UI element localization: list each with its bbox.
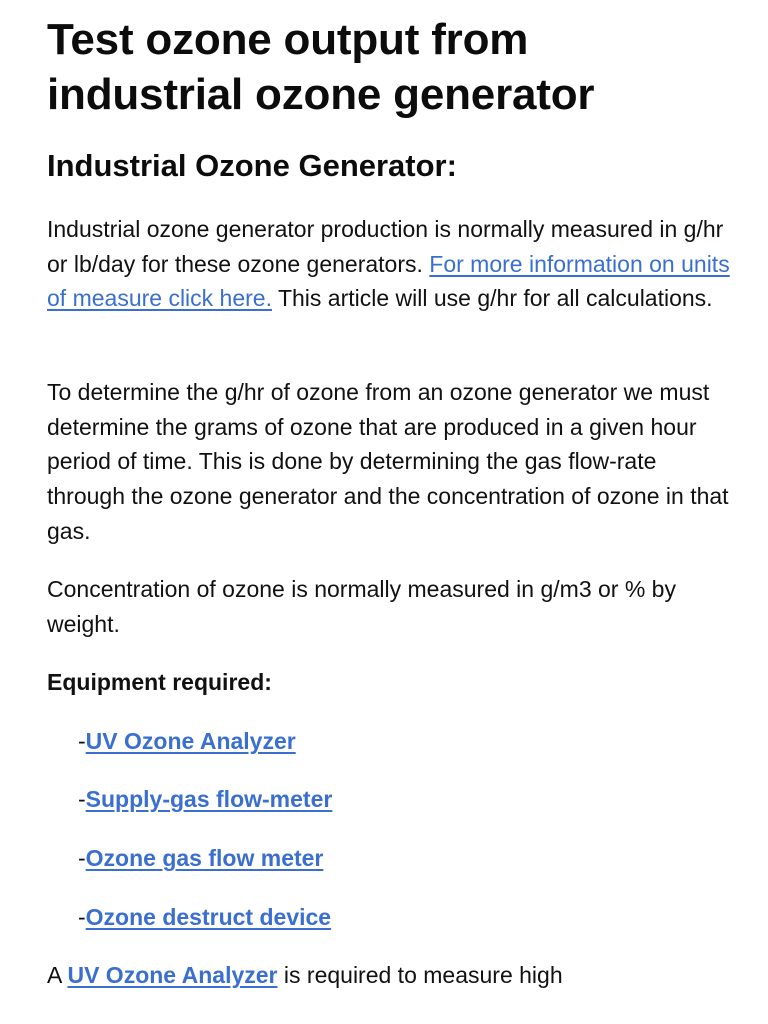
paragraph-text: Industrial ozone generator production is normally measured in g/hr or lb/day for these ozone generators. bbox=[47, 216, 724, 277]
supply-gas-flow-meter-link[interactable]: Supply-gas flow-meter bbox=[85, 786, 333, 812]
paragraph-text: A bbox=[47, 962, 68, 988]
list-dash: - bbox=[78, 845, 86, 871]
units-of-measure-link[interactable]: For more information on units of measure click here. bbox=[47, 250, 730, 312]
paragraph-units bbox=[47, 212, 737, 316]
list-dash: - bbox=[78, 728, 86, 754]
uv-ozone-analyzer-link[interactable]: UV Ozone Analyzer bbox=[85, 728, 296, 754]
list-dash: - bbox=[78, 904, 86, 930]
equipment-heading: Equipment required: bbox=[47, 669, 272, 695]
equipment-item bbox=[78, 724, 296, 758]
page-title: Test ozone output from industrial ozone generator bbox=[47, 15, 595, 119]
paragraph-determine: To determine the g/hr of ozone from an ozone generator we must determine the grams of ozone that are produced in a given hour period of time. This is done by determining the gas flow-rate through the ozone generator and the concentration of ozone in that gas. bbox=[47, 379, 729, 544]
ozone-gas-flow-meter-link[interactable]: Ozone gas flow meter bbox=[85, 845, 324, 871]
paragraph-concentration: Concentration of ozone is normally measured in g/m3 or % by weight. bbox=[47, 576, 676, 637]
paragraph-analyzer bbox=[47, 958, 737, 993]
list-dash: - bbox=[78, 786, 86, 812]
paragraph-text: is required to measure high bbox=[277, 962, 563, 988]
uv-ozone-analyzer-inline-link[interactable]: UV Ozone Analyzer bbox=[67, 962, 278, 988]
section-heading: Industrial Ozone Generator: bbox=[47, 148, 457, 183]
ozone-destruct-device-link[interactable]: Ozone destruct device bbox=[85, 904, 332, 930]
equipment-item bbox=[78, 900, 331, 934]
equipment-item bbox=[78, 841, 323, 875]
equipment-item bbox=[78, 782, 332, 816]
paragraph-text: This article will use g/hr for all calculations. bbox=[271, 285, 713, 312]
